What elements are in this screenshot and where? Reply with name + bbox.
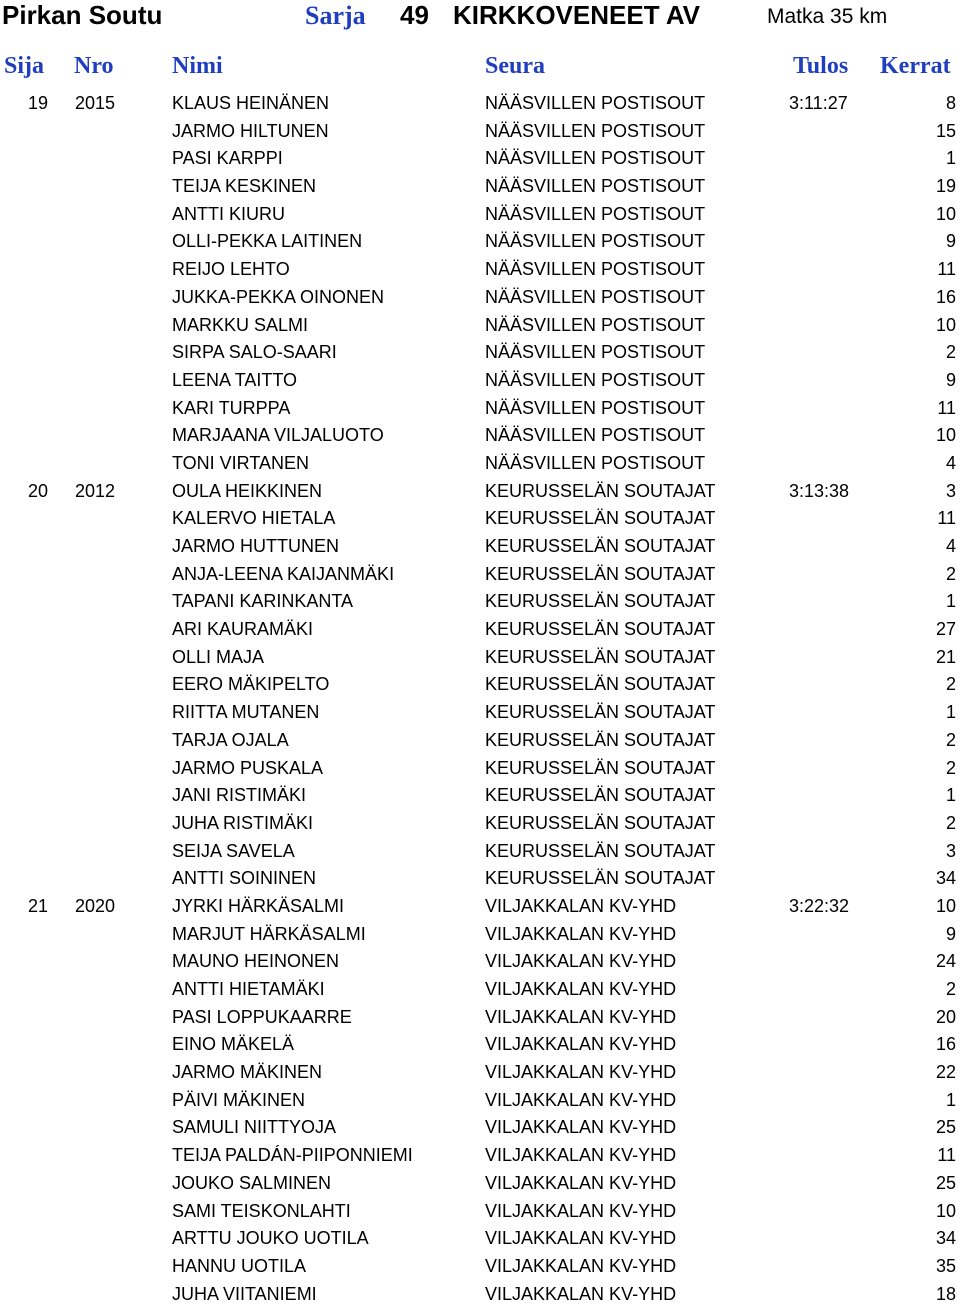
- cell-nimi: SAMULI NIITTYOJA: [172, 1117, 337, 1138]
- cell-kerrat: 11: [937, 508, 956, 529]
- cell-nimi: ARI KAURAMÄKI: [172, 619, 314, 640]
- table-row: [0, 865, 960, 893]
- results-table: [0, 90, 960, 1308]
- cell-seura: KEURUSSELÄN SOUTAJAT: [485, 868, 716, 889]
- table-row: [0, 533, 960, 561]
- cell-seura: KEURUSSELÄN SOUTAJAT: [485, 591, 716, 612]
- cell-nimi: TEIJA KESKINEN: [172, 176, 317, 197]
- table-row: [0, 810, 960, 838]
- table-row: [0, 228, 960, 256]
- table-row: [0, 1004, 960, 1032]
- cell-kerrat: 11: [937, 397, 956, 418]
- cell-seura: NÄÄSVILLEN POSTISOUT: [485, 93, 706, 113]
- cell-nimi: SEIJA SAVELA: [172, 840, 295, 861]
- cell-seura: KEURUSSELÄN SOUTAJAT: [485, 536, 716, 556]
- table-row: [0, 450, 960, 478]
- cell-nimi: MAUNO HEINONEN: [172, 951, 340, 972]
- table-row: [0, 948, 960, 976]
- cell-nimi: JYRKI HÄRKÄSALMI: [172, 895, 345, 916]
- cell-nimi: TARJA OJALA: [172, 729, 289, 750]
- table-row: [0, 755, 960, 783]
- cell-seura: KEURUSSELÄN SOUTAJAT: [485, 480, 716, 501]
- cell-nro: 2012: [75, 480, 116, 501]
- cell-nimi: JARMO HUTTUNEN: [172, 536, 339, 556]
- cell-kerrat: 19: [935, 176, 956, 197]
- cell-seura: VILJAKKALAN KV-YHD: [485, 1062, 677, 1083]
- cell-kerrat: 16: [935, 1034, 956, 1055]
- table-row: [0, 588, 960, 616]
- cell-sija: 19: [28, 93, 49, 113]
- cell-seura: KEURUSSELÄN SOUTAJAT: [485, 729, 716, 750]
- cell-kerrat: 2: [945, 729, 956, 750]
- table-row: [0, 1281, 960, 1308]
- cell-nimi: TEIJA PALDÁN-PIIPONNIEMI: [172, 1145, 413, 1166]
- cell-nimi: JUHA RISTIMÄKI: [172, 812, 314, 833]
- cell-kerrat: 4: [945, 536, 956, 556]
- table-row: [0, 921, 960, 949]
- cell-seura: KEURUSSELÄN SOUTAJAT: [485, 785, 716, 806]
- distance-label: Matka 35 km: [767, 5, 888, 28]
- cell-nimi: SAMI TEISKONLAHTI: [172, 1200, 351, 1221]
- cell-seura: VILJAKKALAN KV-YHD: [485, 1089, 677, 1110]
- cell-seura: VILJAKKALAN KV-YHD: [485, 895, 677, 916]
- cell-kerrat: 34: [935, 868, 956, 889]
- column-header-kerrat: Kerrat: [880, 53, 951, 79]
- cell-seura: KEURUSSELÄN SOUTAJAT: [485, 563, 716, 584]
- cell-kerrat: 35: [935, 1255, 956, 1276]
- cell-kerrat: 2: [945, 979, 956, 999]
- table-row: [0, 256, 960, 284]
- cell-seura: NÄÄSVILLEN POSTISOUT: [485, 342, 706, 363]
- cell-seura: KEURUSSELÄN SOUTAJAT: [485, 757, 716, 778]
- cell-nimi: EINO MÄKELÄ: [172, 1034, 295, 1055]
- cell-seura: NÄÄSVILLEN POSTISOUT: [485, 452, 706, 473]
- class-name: KIRKKOVENEET AV: [453, 0, 701, 30]
- cell-kerrat: 10: [935, 895, 956, 916]
- cell-nro: 2015: [75, 93, 116, 113]
- cell-kerrat: 8: [945, 93, 956, 113]
- cell-seura: VILJAKKALAN KV-YHD: [485, 1034, 677, 1055]
- cell-seura: NÄÄSVILLEN POSTISOUT: [485, 203, 706, 224]
- cell-nimi: JARMO PUSKALA: [172, 757, 324, 778]
- table-row: [0, 893, 960, 921]
- column-header-seura: Seura: [485, 53, 545, 79]
- table-row: [0, 118, 960, 146]
- table-row: [0, 478, 960, 506]
- cell-seura: NÄÄSVILLEN POSTISOUT: [485, 425, 706, 446]
- cell-kerrat: 2: [945, 757, 956, 778]
- table-row: [0, 727, 960, 755]
- cell-kerrat: 2: [945, 563, 956, 584]
- table-row: [0, 1225, 960, 1253]
- sarja-label: Sarja: [305, 1, 366, 30]
- column-header-sija: Sija: [4, 53, 45, 79]
- column-header-row: [0, 53, 960, 85]
- cell-kerrat: 3: [945, 480, 956, 501]
- cell-sija: 21: [28, 895, 49, 916]
- cell-seura: VILJAKKALAN KV-YHD: [485, 1006, 677, 1027]
- cell-seura: KEURUSSELÄN SOUTAJAT: [485, 619, 716, 640]
- cell-nimi: JARMO MÄKINEN: [172, 1062, 323, 1083]
- cell-seura: KEURUSSELÄN SOUTAJAT: [485, 702, 716, 723]
- cell-nimi: ANTTI SOININEN: [172, 868, 317, 889]
- cell-nimi: RIITTA MUTANEN: [172, 702, 320, 723]
- cell-nimi: JARMO HILTUNEN: [172, 120, 329, 141]
- table-row: [0, 1253, 960, 1281]
- cell-kerrat: 25: [935, 1117, 956, 1138]
- cell-kerrat: 10: [935, 1200, 956, 1221]
- cell-seura: KEURUSSELÄN SOUTAJAT: [485, 840, 716, 861]
- cell-nimi: MARJAANA VILJALUOTO: [172, 425, 384, 446]
- cell-nimi: JANI RISTIMÄKI: [172, 785, 307, 806]
- cell-nimi: OLLI-PEKKA LAITINEN: [172, 231, 363, 252]
- cell-seura: NÄÄSVILLEN POSTISOUT: [485, 369, 706, 390]
- cell-seura: KEURUSSELÄN SOUTAJAT: [485, 508, 716, 529]
- cell-tulos: 3:13:38: [789, 480, 850, 501]
- cell-kerrat: 34: [935, 1228, 956, 1249]
- class-number: 49: [400, 0, 429, 30]
- table-row: [0, 616, 960, 644]
- cell-tulos: 3:11:27: [789, 93, 848, 113]
- table-row: [0, 644, 960, 672]
- cell-nimi: ANTTI KIURU: [172, 203, 286, 224]
- event-title: Pirkan Soutu: [2, 0, 163, 30]
- cell-seura: VILJAKKALAN KV-YHD: [485, 1283, 677, 1304]
- cell-seura: NÄÄSVILLEN POSTISOUT: [485, 176, 706, 197]
- cell-nimi: KLAUS HEINÄNEN: [172, 93, 330, 113]
- cell-seura: NÄÄSVILLEN POSTISOUT: [485, 148, 706, 169]
- cell-kerrat: 10: [935, 425, 956, 446]
- cell-seura: NÄÄSVILLEN POSTISOUT: [485, 397, 706, 418]
- cell-kerrat: 10: [935, 203, 956, 224]
- cell-kerrat: 16: [935, 286, 956, 307]
- cell-nimi: KARI TURPPA: [172, 397, 291, 418]
- table-row: [0, 173, 960, 201]
- cell-kerrat: 15: [935, 120, 956, 141]
- cell-seura: VILJAKKALAN KV-YHD: [485, 1228, 677, 1249]
- column-header-tulos: Tulos: [793, 53, 849, 79]
- cell-kerrat: 25: [935, 1172, 956, 1193]
- table-row: [0, 1114, 960, 1142]
- cell-seura: KEURUSSELÄN SOUTAJAT: [485, 646, 716, 667]
- table-row: [0, 201, 960, 229]
- title-bar: [0, 0, 960, 34]
- cell-kerrat: 4: [945, 452, 956, 473]
- cell-kerrat: 10: [935, 314, 956, 335]
- table-row: [0, 1087, 960, 1115]
- cell-nimi: PASI KARPPI: [172, 148, 283, 169]
- cell-seura: VILJAKKALAN KV-YHD: [485, 1117, 677, 1138]
- cell-nimi: KALERVO HIETALA: [172, 508, 336, 529]
- cell-seura: VILJAKKALAN KV-YHD: [485, 923, 677, 944]
- cell-kerrat: 27: [935, 619, 956, 640]
- table-row: [0, 505, 960, 533]
- cell-nimi: EERO MÄKIPELTO: [172, 674, 330, 695]
- table-row: [0, 339, 960, 367]
- cell-nimi: MARJUT HÄRKÄSALMI: [172, 923, 366, 944]
- cell-nimi: OLLI MAJA: [172, 646, 265, 667]
- cell-nimi: PASI LOPPUKAARRE: [172, 1006, 352, 1027]
- cell-nimi: JUHA VIITANIEMI: [172, 1283, 317, 1304]
- table-row: [0, 1142, 960, 1170]
- cell-nimi: PÄIVI MÄKINEN: [172, 1089, 306, 1110]
- cell-seura: VILJAKKALAN KV-YHD: [485, 1145, 677, 1166]
- cell-kerrat: 22: [935, 1062, 956, 1083]
- cell-seura: VILJAKKALAN KV-YHD: [485, 951, 677, 972]
- cell-nimi: JUKKA-PEKKA OINONEN: [172, 286, 385, 307]
- table-row: [0, 671, 960, 699]
- column-header-nimi: Nimi: [172, 53, 223, 79]
- table-row: [0, 395, 960, 423]
- cell-tulos: 3:22:32: [789, 895, 850, 916]
- cell-nimi: ARTTU JOUKO UOTILA: [172, 1228, 369, 1249]
- cell-seura: NÄÄSVILLEN POSTISOUT: [485, 231, 706, 252]
- table-row: [0, 145, 960, 173]
- cell-kerrat: 9: [945, 369, 956, 390]
- cell-seura: KEURUSSELÄN SOUTAJAT: [485, 812, 716, 833]
- cell-kerrat: 21: [935, 646, 956, 667]
- table-row: [0, 1170, 960, 1198]
- cell-seura: KEURUSSELÄN SOUTAJAT: [485, 674, 716, 695]
- cell-seura: VILJAKKALAN KV-YHD: [485, 1172, 677, 1193]
- cell-kerrat: 9: [945, 231, 956, 252]
- table-row: [0, 1031, 960, 1059]
- cell-sija: 20: [28, 480, 49, 501]
- cell-seura: NÄÄSVILLEN POSTISOUT: [485, 259, 706, 280]
- cell-kerrat: 2: [945, 812, 956, 833]
- cell-kerrat: 1: [945, 702, 956, 723]
- cell-seura: VILJAKKALAN KV-YHD: [485, 1255, 677, 1276]
- table-row: [0, 976, 960, 1004]
- table-row: [0, 782, 960, 810]
- cell-kerrat: 18: [935, 1283, 956, 1304]
- cell-kerrat: 9: [945, 923, 956, 944]
- cell-kerrat: 1: [945, 785, 956, 806]
- cell-nimi: REIJO LEHTO: [172, 259, 290, 280]
- cell-nimi: HANNU UOTILA: [172, 1255, 307, 1276]
- cell-nimi: ANJA-LEENA KAIJANMÄKI: [172, 563, 395, 584]
- table-row: [0, 312, 960, 340]
- cell-kerrat: 1: [945, 1089, 956, 1110]
- cell-nimi: LEENA TAITTO: [172, 369, 298, 390]
- table-row: [0, 838, 960, 866]
- table-row: [0, 284, 960, 312]
- cell-kerrat: 3: [945, 840, 956, 861]
- cell-nimi: ANTTI HIETAMÄKI: [172, 979, 325, 999]
- cell-kerrat: 11: [937, 1145, 956, 1166]
- cell-kerrat: 1: [945, 591, 956, 612]
- table-row: [0, 422, 960, 450]
- cell-seura: NÄÄSVILLEN POSTISOUT: [485, 286, 706, 307]
- cell-seura: NÄÄSVILLEN POSTISOUT: [485, 314, 706, 335]
- cell-kerrat: 24: [935, 951, 956, 972]
- cell-seura: VILJAKKALAN KV-YHD: [485, 979, 677, 999]
- table-row: [0, 90, 960, 118]
- cell-kerrat: 1: [945, 148, 956, 169]
- cell-kerrat: 2: [945, 342, 956, 363]
- cell-kerrat: 20: [935, 1006, 956, 1027]
- cell-kerrat: 11: [937, 259, 956, 280]
- cell-nimi: OULA HEIKKINEN: [172, 480, 323, 501]
- cell-nimi: SIRPA SALO-SAARI: [172, 342, 337, 363]
- cell-nro: 2020: [75, 895, 116, 916]
- cell-nimi: MARKKU SALMI: [172, 314, 309, 335]
- column-header-nro: Nro: [74, 53, 114, 79]
- cell-nimi: TONI VIRTANEN: [172, 452, 310, 473]
- table-row: [0, 699, 960, 727]
- table-row: [0, 561, 960, 589]
- cell-kerrat: 2: [945, 674, 956, 695]
- cell-seura: NÄÄSVILLEN POSTISOUT: [485, 120, 706, 141]
- table-row: [0, 367, 960, 395]
- cell-seura: VILJAKKALAN KV-YHD: [485, 1200, 677, 1221]
- cell-nimi: TAPANI KARINKANTA: [172, 591, 354, 612]
- table-row: [0, 1059, 960, 1087]
- table-row: [0, 1198, 960, 1226]
- cell-nimi: JOUKO SALMINEN: [172, 1172, 332, 1193]
